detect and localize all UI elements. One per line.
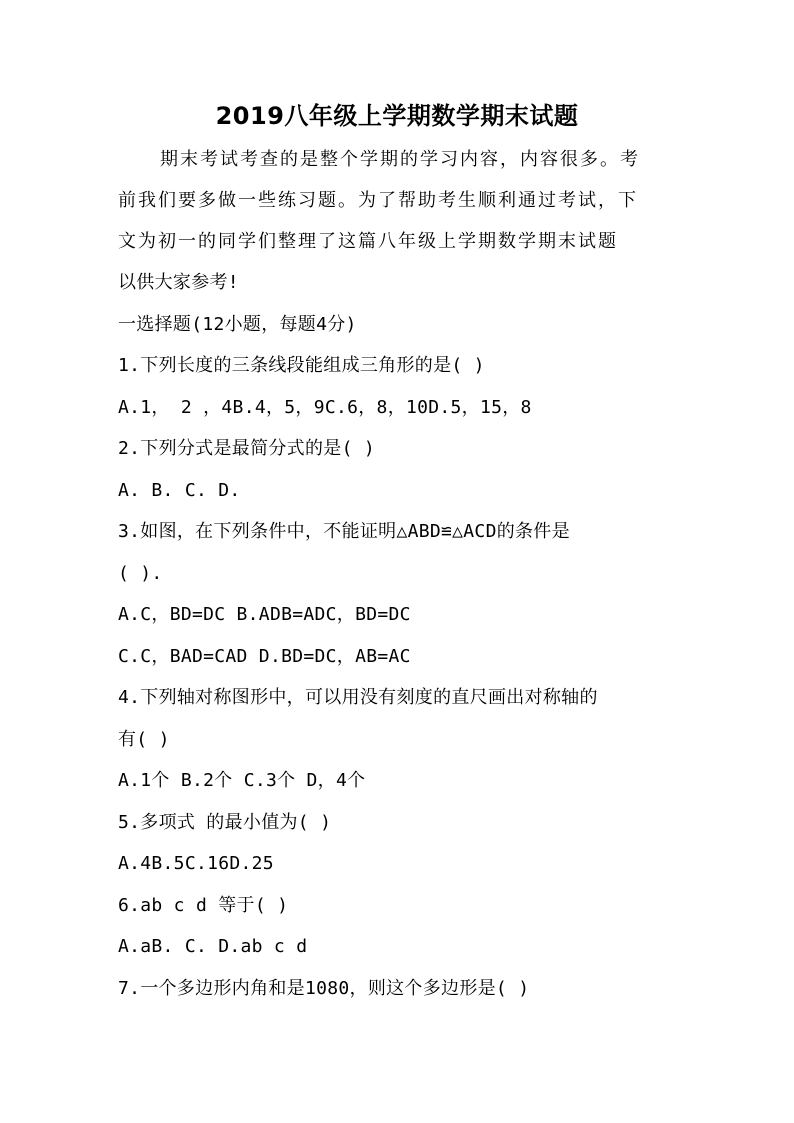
section-heading: 一选择题(12小题，每题4分) [118,314,357,335]
intro-line-4: 以供大家参考! [118,272,239,293]
question-line-continued: 有( ) [118,729,170,750]
intro-line-3: 文为初一的同学们整理了这篇八年级上学期数学期末试题 [118,231,618,252]
answer-options-line: A. B. C. D. [118,480,241,501]
document-title: 2019八年级上学期数学期末试题 [215,102,579,130]
answer-options-line: A.C，BD=DC B.ADB=ADC，BD=DC [118,604,411,625]
question-line: 6.ab c d 等于( ) [118,895,289,916]
question-line: 5.多项式 的最小值为( ) [118,812,332,833]
question-line: 7.一个多边形内角和是1080，则这个多边形是( ) [118,978,530,999]
intro-line-1: 期末考试考查的是整个学期的学习内容，内容很多。考 [160,149,640,170]
intro-line-2: 前我们要多做一些练习题。为了帮助考生顺利通过考试，下 [118,190,638,211]
answer-options-line: A.1， 2 ，4B.4，5，9C.6，8，10D.5，15，8 [118,397,532,418]
answer-options-line: A.4B.5C.16D.25 [118,853,274,874]
question-line: 4.下列轴对称图形中，可以用没有刻度的直尺画出对称轴的 [118,687,598,708]
question-line-continued: ( ). [118,563,163,584]
question-line: 2.下列分式是最简分式的是( ) [118,438,375,459]
answer-options-line: A.1个 B.2个 C.3个 D，4个 [118,770,366,791]
answer-options-line: A.aB. C. D.ab c d [118,936,308,957]
question-line: 3.如图，在下列条件中，不能证明△ABD≌△ACD的条件是 [118,521,570,542]
answer-options-line: C.C，BAD=CAD D.BD=DC，AB=AC [118,646,411,667]
question-line: 1.下列长度的三条线段能组成三角形的是( ) [118,355,485,376]
